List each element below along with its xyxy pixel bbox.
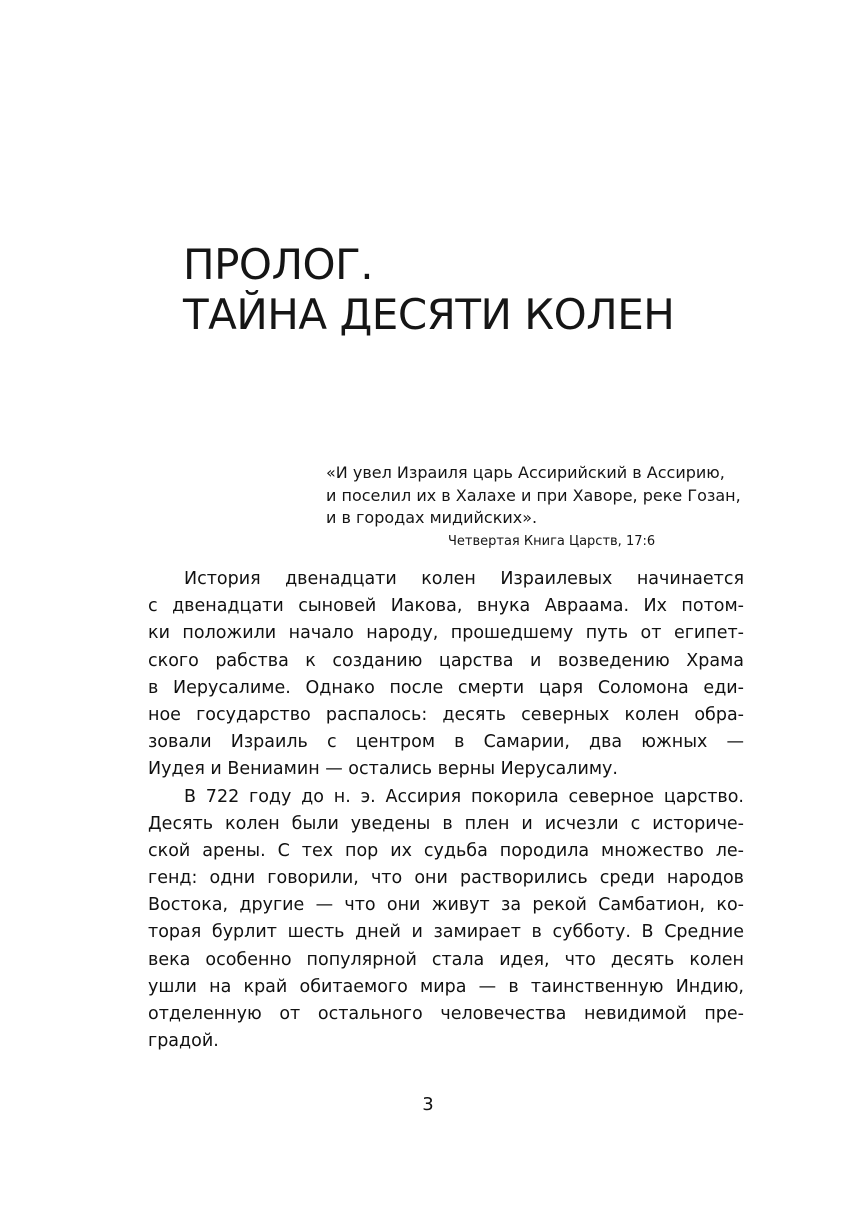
paragraph-2 xyxy=(148,784,744,1056)
epigraph xyxy=(326,462,756,552)
text-line: века особенно популярной стала идея, что десять колен xyxy=(148,949,744,970)
chapter-title-line-1: ПРОЛОГ. xyxy=(183,240,374,289)
chapter-title xyxy=(183,240,674,340)
epigraph-source: Четвертая Книга Царств, 17:6 xyxy=(448,533,656,549)
text-line: Иудея и Вениамин — остались верны Иерусалиму. xyxy=(148,759,618,780)
text-line: История двенадцати колен Израилевых начинается xyxy=(184,569,744,589)
text-line: ского рабства к созданию царства и возведению Храма xyxy=(148,650,744,671)
text-line: Десять колен были уведены в плен и исчезли с историче- xyxy=(148,813,744,834)
text-line: ки положили начало народу, прошедшему путь от египет- xyxy=(148,623,744,644)
epigraph-line: и поселил их в Халахе и при Хаворе, реке Гозан, xyxy=(326,485,741,505)
epigraph-line: «И увел Израиля царь Ассирийский в Ассирию, xyxy=(326,463,725,482)
text-line: с двенадцати сыновей Иакова, внука Авраама. Их потом- xyxy=(148,596,744,617)
text-line: ное государство распалось: десять северных колен обра- xyxy=(148,704,744,725)
text-line: ушли на край обитаемого мира — в таинственную Индию, xyxy=(148,976,744,997)
paragraph-1 xyxy=(148,566,744,784)
page-number: 3 xyxy=(422,1094,434,1115)
text-line: в Иерусалиме. Однако после смерти царя Соломона еди- xyxy=(148,677,744,698)
epigraph-line: и в городах мидийских». xyxy=(326,508,538,527)
text-line: генд: одни говорили, что они растворились среди народов xyxy=(148,868,744,889)
body-text xyxy=(148,566,744,1055)
text-line: Востока, другие — что они живут за рекой Самбатион, ко- xyxy=(148,895,744,916)
text-line: В 722 году до н. э. Ассирия покорила северное царство. xyxy=(184,786,744,807)
chapter-title-line-2: ТАЙНА ДЕСЯТИ КОЛЕН xyxy=(183,290,675,339)
text-line: градой. xyxy=(148,1031,219,1052)
text-line: торая бурлит шесть дней и замирает в субботу. В Средние xyxy=(148,922,744,943)
text-line: ской арены. С тех пор их судьба породила множество ле- xyxy=(148,840,744,861)
text-line: отделенную от остального человечества невидимой пре- xyxy=(148,1004,744,1024)
text-line: зовали Израиль с центром в Самарии, два южных — xyxy=(148,732,744,753)
